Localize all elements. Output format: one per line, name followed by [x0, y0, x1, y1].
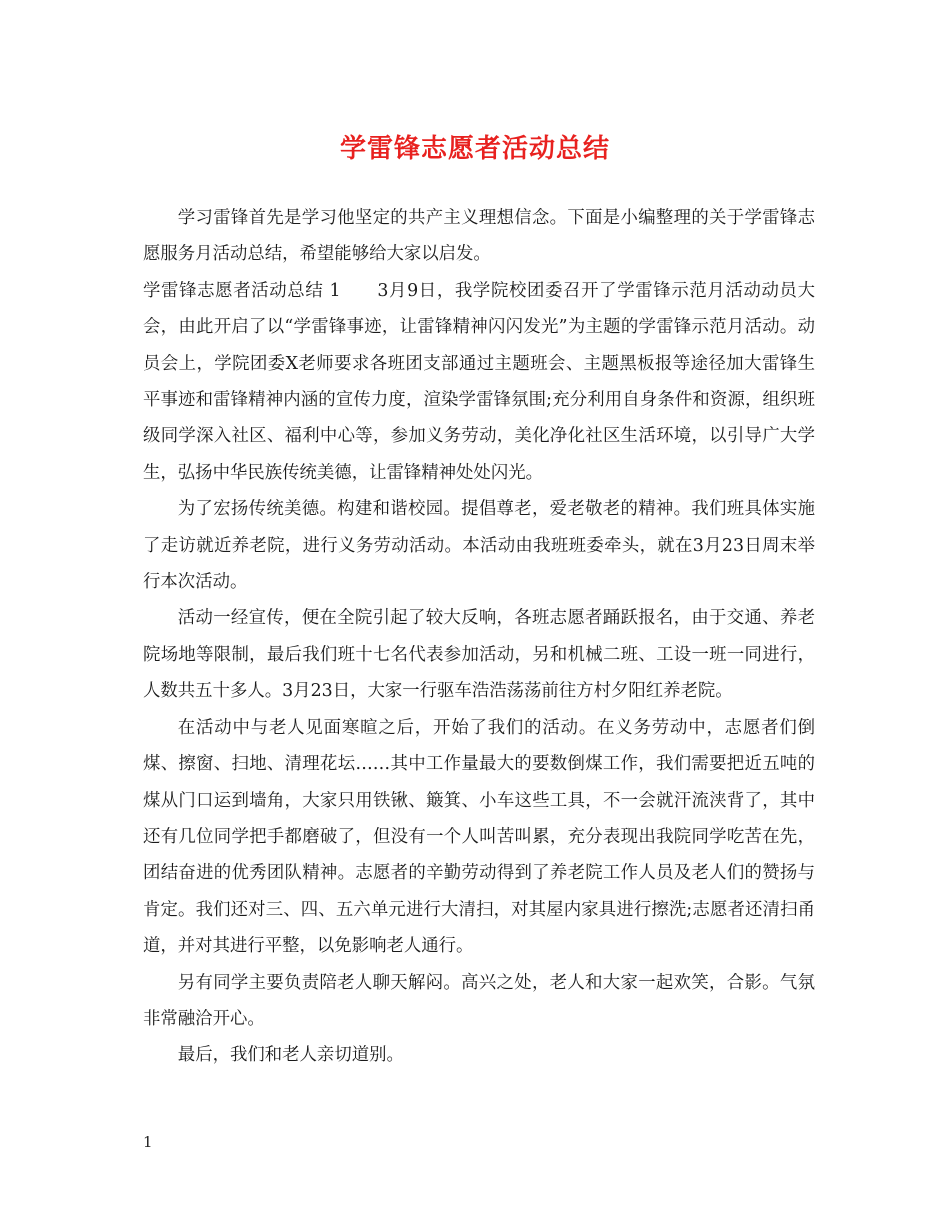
paragraph-farewell: 最后，我们和老人亲切道别。	[177, 1045, 404, 1066]
document-title: 学雷锋志愿者活动总结	[339, 134, 610, 164]
paragraph-publicity: 活动一经宣传，便在全院引起了较大反响，各班志愿者踊跃报名，由于交通、养老院场地等限制，最后我们班十七名代表参加活动，另和机械二班、工设一班一同进行，人数共五十多人。3月23日，大家一行驱车浩浩荡荡前往方村夕阳红养老院。	[143, 608, 815, 702]
page-number: 1	[143, 1133, 153, 1151]
paragraph-intro: 学习雷锋首先是学习他坚定的共产主义理想信念。下面是小编整理的关于学雷锋志愿服务月活动总结，希望能够给大家以启发。	[143, 208, 815, 265]
paragraph-virtue: 为了宏扬传统美德。构建和谐校园。提倡尊老，爱老敬老的精神。我们班具体实施了走访就近养老院，进行义务劳动活动。本活动由我班班委牵头，就在3月23日周末举行本次活动。	[143, 499, 815, 593]
document-body	[143, 200, 815, 1074]
paragraph-labor: 在活动中与老人见面寒暄之后，开始了我们的活动。在义务劳动中，志愿者们倒煤、擦窗、扫地、清理花坛……其中工作量最大的要数倒煤工作，我们需要把近五吨的煤从门口运到墙角，大家只用铁锹、簸箕、小车这些工具，不一会就汗流浃背了，其中还有几位同学把手都磨破了，但没有一个人叫苦叫累，充分表现出我院同学吃苦在先，团结奋进的优秀团队精神。志愿者的辛勤劳动得到了养老院工作人员及老人们的赞扬与肯定。我们还对三、四、五六单元进行大清扫，对其屋内家具进行擦洗;志愿者还清扫甬道，并对其进行平整，以免影响老人通行。	[143, 717, 815, 957]
paragraph-chat: 另有同学主要负责陪老人聊天解闷。高兴之处，老人和大家一起欢笑，合影。气氛非常融洽开心。	[143, 972, 815, 1029]
paragraph-summary-1: 学雷锋志愿者活动总结 1 3月9日，我学院校团委召开了学雷锋示范月活动动员大会，由此开启了以“学雷锋事迹，让雷锋精神闪闪发光”为主题的学雷锋示范月活动。动员会上，学院团委X老师要求各班团支部通过主题班会、主题黑板报等途径加大雷锋生平事迹和雷锋精神内涵的宣传力度，渲染学雷锋氛围;充分利用自身条件和资源，组织班级同学深入社区、福利中心等，参加义务劳动，美化净化社区生活环境，以引导广大学生，弘扬中华民族传统美德，让雷锋精神处处闪光。	[143, 280, 815, 483]
